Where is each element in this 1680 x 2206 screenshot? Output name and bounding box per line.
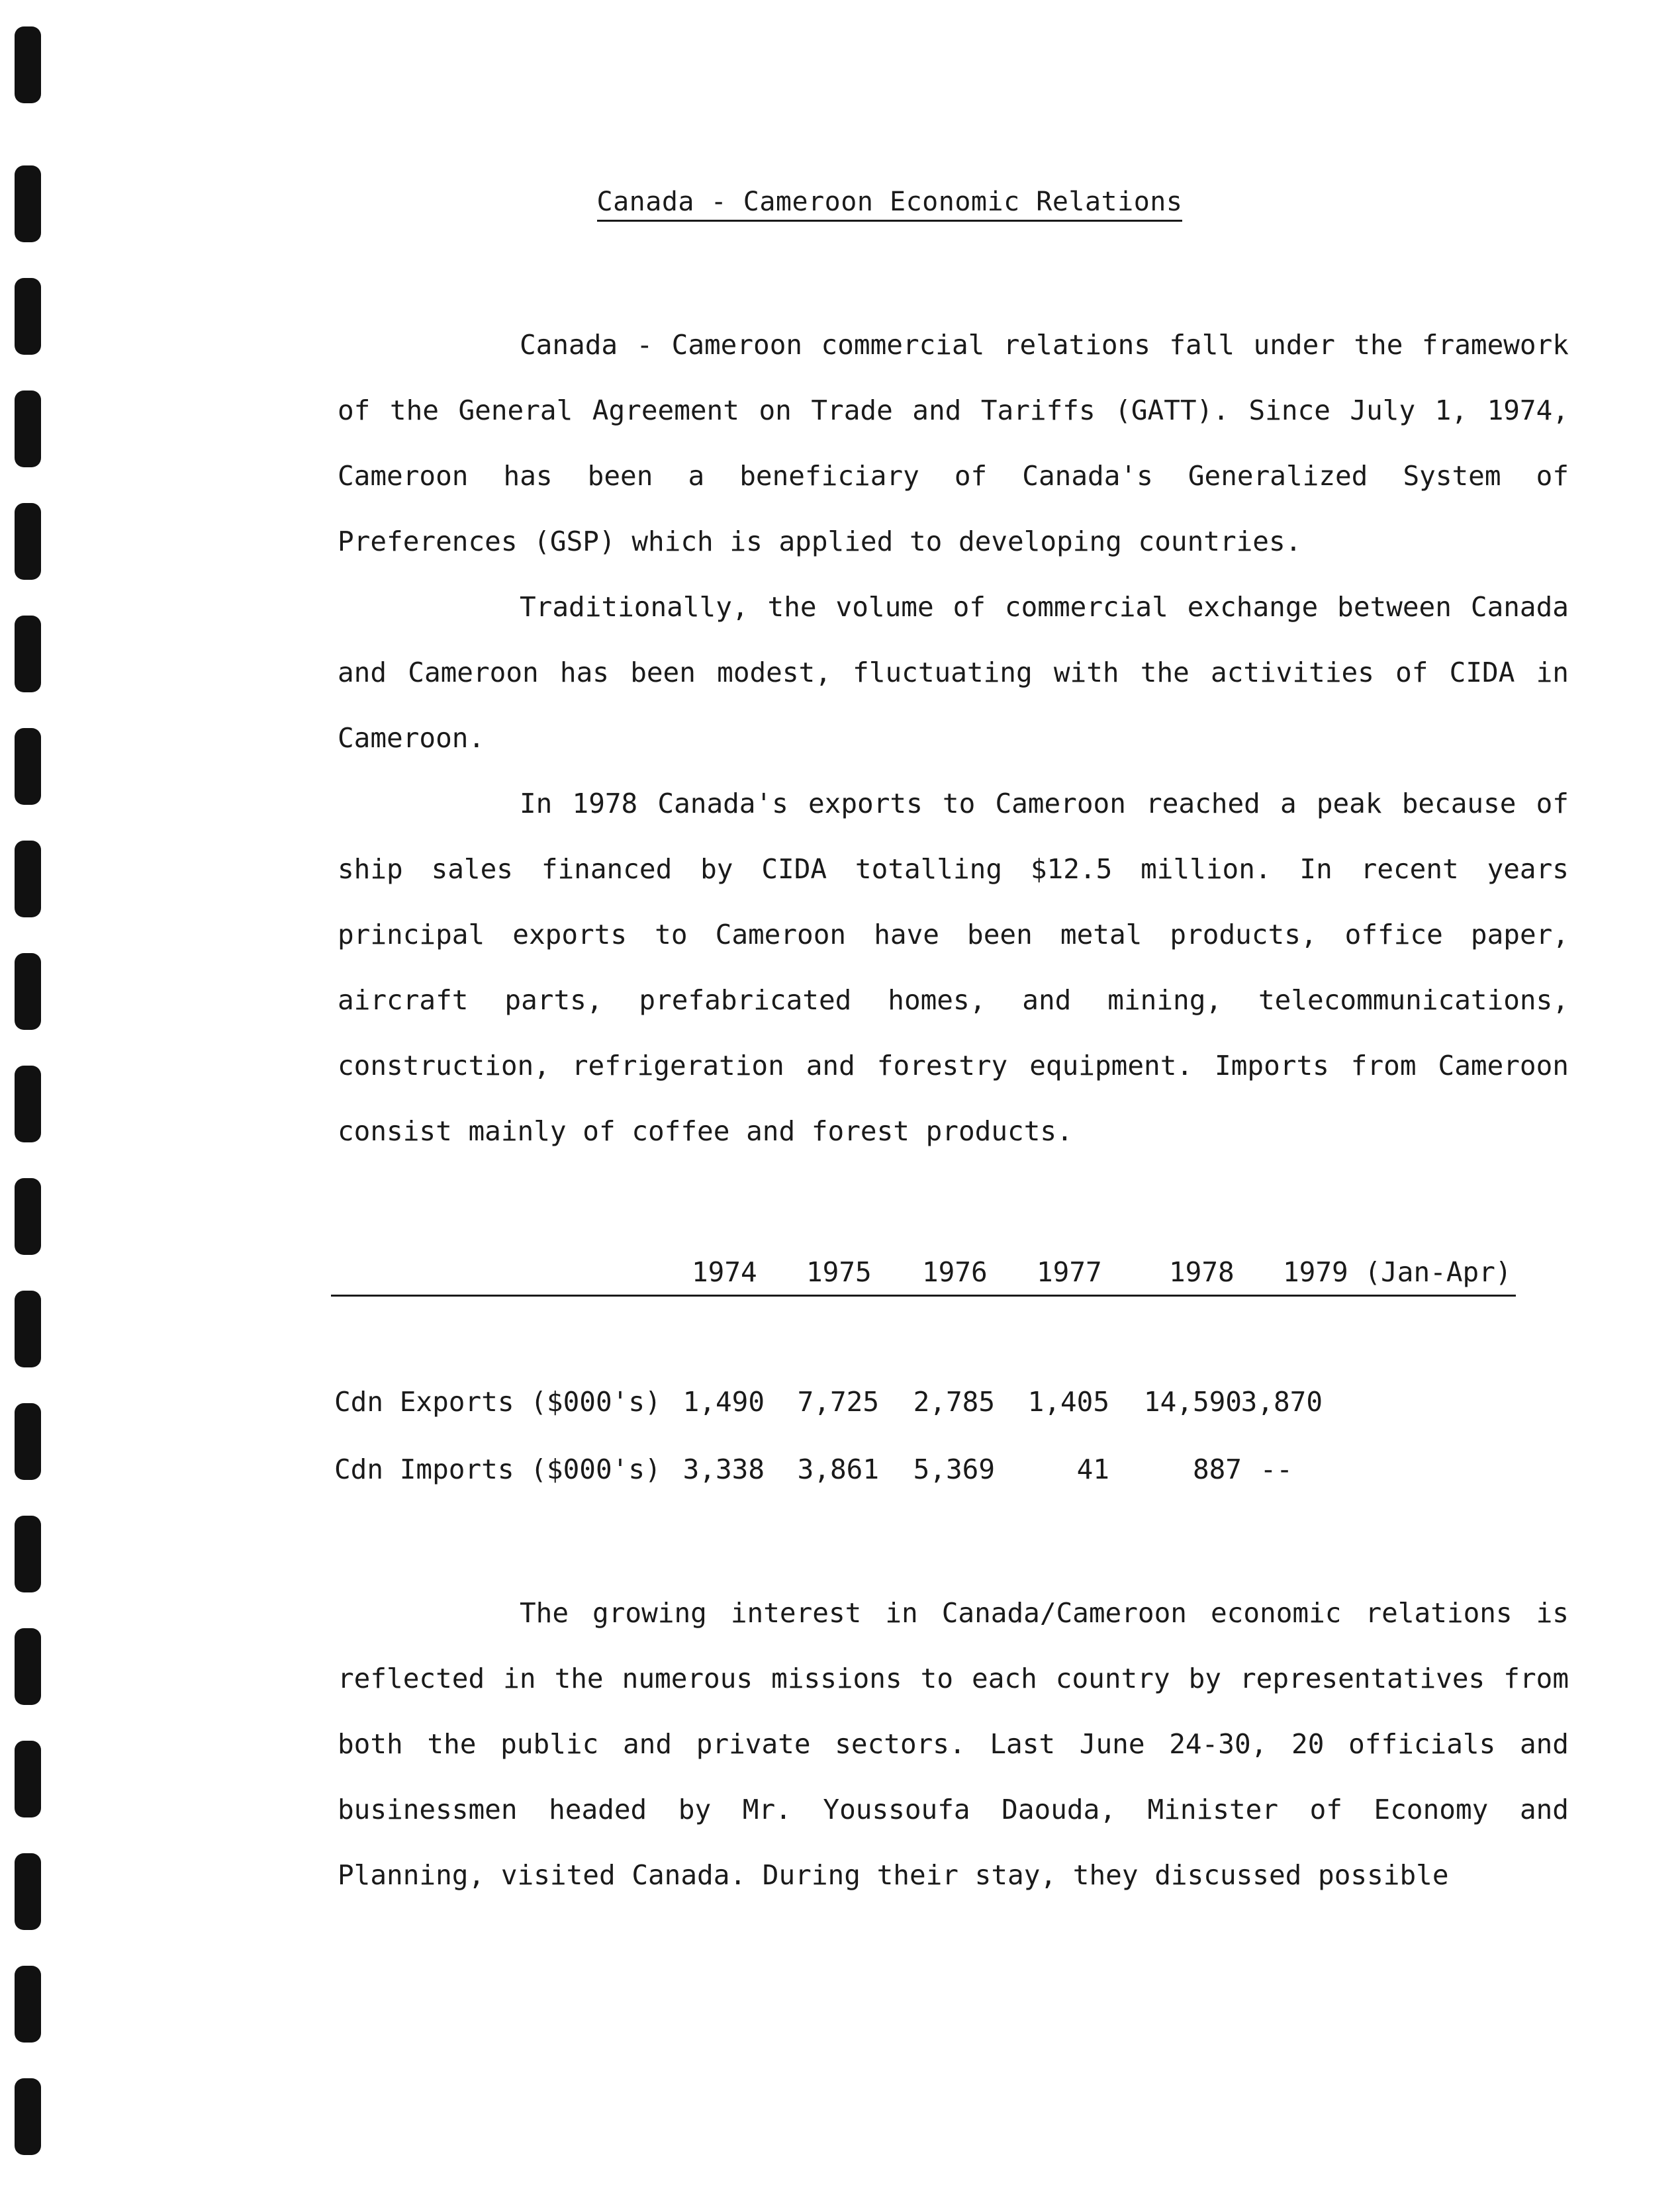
binding-hole xyxy=(15,1741,41,1817)
table-cell: 14,590 xyxy=(1143,1386,1242,1418)
binding-hole xyxy=(15,1628,41,1705)
binding-hole xyxy=(15,278,41,355)
year-header: 1977 xyxy=(1037,1256,1102,1288)
year-header: 1979 (Jan-Apr) xyxy=(1283,1256,1512,1288)
table-cell: 7,725 xyxy=(797,1386,879,1418)
binding-hole xyxy=(15,1516,41,1592)
table-cell: -- xyxy=(1260,1453,1293,1485)
binding-hole xyxy=(15,841,41,917)
binding-hole xyxy=(15,1403,41,1480)
year-header: 1976 xyxy=(922,1256,988,1288)
table-cell: 1,405 xyxy=(1027,1386,1109,1418)
binding-hole xyxy=(15,728,41,805)
year-header: 1974 xyxy=(692,1256,757,1288)
binding-hole xyxy=(15,391,41,467)
table-cell: 5,369 xyxy=(913,1453,995,1485)
binding-hole xyxy=(15,616,41,692)
table-cell: 41 xyxy=(1076,1453,1109,1485)
binding-hole xyxy=(15,1966,41,2043)
binding-hole xyxy=(15,953,41,1030)
table-cell: 3,338 xyxy=(682,1453,765,1485)
binding-hole xyxy=(15,1066,41,1142)
paragraph-trade-volume: Traditionally, the volume of commercial exchange between Canada and Cameroon has been modest, fluctuating with the activities of CIDA in Cameroon. xyxy=(338,591,1569,754)
binding-hole xyxy=(15,26,41,103)
paragraph-gatt: Canada - Cameroon commercial relations fall under the framework of the General Agreement on Trade and Tariffs (GATT). Since July 1, 1974, Cameroon has been a beneficiary of Canada's Generalized System of Preferences (GSP) which is applied to developing countries. xyxy=(338,329,1569,557)
year-header: 1975 xyxy=(806,1256,872,1288)
binding-hole xyxy=(15,503,41,580)
table-cell: 3,861 xyxy=(797,1453,879,1485)
page-title-text: Canada - Cameroon Economic Relations xyxy=(597,187,1183,222)
paragraph-exports: In 1978 Canada's exports to Cameroon reached a peak because of ship sales financed by CIDA totalling $12.5 million. In recent years principal exports to Cameroon have been metal products, office paper, aircraft parts, prefabricated homes, and mining, telecommunications, construction, refrigeration and forestry equipment. Imports from Cameroon consist mainly of coffee and forest products. xyxy=(338,788,1569,1147)
binding-hole xyxy=(15,1178,41,1255)
binding-hole xyxy=(15,1853,41,1930)
binding-hole xyxy=(15,1291,41,1367)
table-row-imports xyxy=(334,1453,1393,1493)
binding-holes xyxy=(15,0,44,2206)
row-label: Cdn Imports ($000's) xyxy=(334,1453,661,1485)
binding-hole xyxy=(15,2078,41,2155)
table-cell: 887 xyxy=(1192,1453,1242,1485)
year-header: 1978 xyxy=(1169,1256,1235,1288)
page-title xyxy=(0,187,1680,222)
table-row-exports xyxy=(334,1386,1393,1426)
table-cell: 2,785 xyxy=(913,1386,995,1418)
trade-table-header xyxy=(331,1255,1516,1297)
row-label: Cdn Exports ($000's) xyxy=(334,1386,661,1418)
table-cell: 3,870 xyxy=(1240,1386,1323,1418)
paragraph-missions: The growing interest in Canada/Cameroon economic relations is reflected in the numerous missions to each country by representatives from both the public and private sectors. Last June 24-30, 20 officials and businessmen headed by Mr. Youssoufa Daouda, Minister of Economy and Planning, visited Canada. During their stay, they discussed possible xyxy=(338,1597,1569,1891)
table-cell: 1,490 xyxy=(682,1386,765,1418)
